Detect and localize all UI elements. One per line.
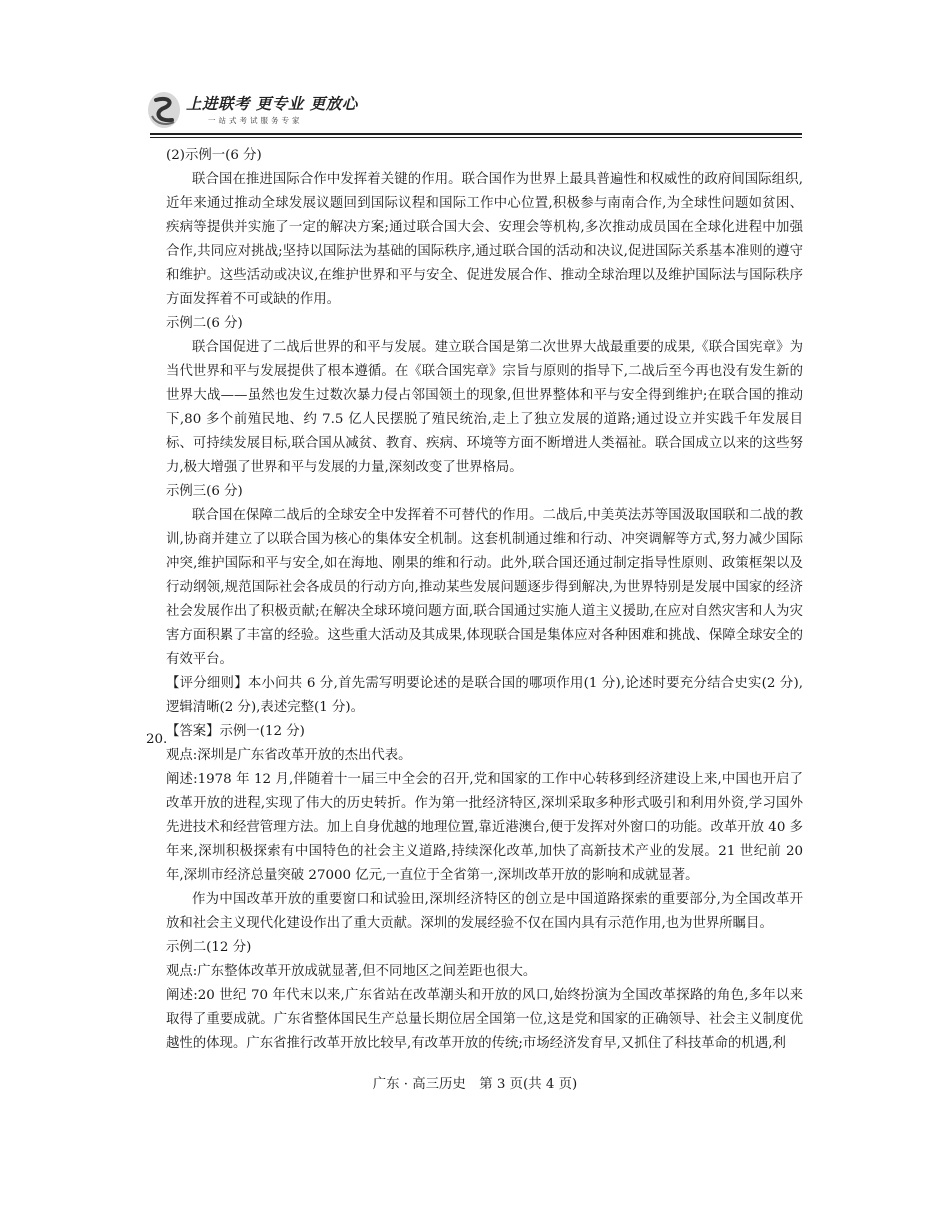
q20-example1-conclusion: 作为中国改革开放的重要窗口和试验田,深圳经济特区的创立是中国道路探索的重要部分,为全国改革开放和社会主义现代化建设作出了重大贡献。深圳的发展经验不仅在国内具有示范作用,也为世界所瞩目。 bbox=[166, 892, 803, 931]
q20-example2-body: 阐述:20 世纪 70 年代末以来,广东省站在改革潮头和开放的风口,始终扮演为全国改革探路的角色,多年以来取得了重要成就。广东省整体国民生产总量长期位居全国第一位,这是党和国家的正确领导、社会主义制度优越性的体现。广东省推行改革开放比较早,有改革开放的传统;市场经济发育早,又抓住了科技革命的机遇,利 bbox=[166, 988, 803, 1051]
header-rule-thin bbox=[150, 137, 802, 138]
header-subslogan: 一站式考试服务专家 bbox=[208, 116, 303, 125]
answer-content bbox=[166, 144, 803, 1056]
header-slogan: 上进联考 更专业 更放心 bbox=[186, 95, 358, 113]
header-rule-thick bbox=[150, 133, 802, 135]
q19-example1-heading: (2)示例一(6 分) bbox=[166, 148, 262, 163]
q19-example3-body: 联合国在保障二战后的全球安全中发挥着不可替代的作用。二战后,中美英法苏等国汲取国联和二战的教训,协商并建立了以联合国为核心的集体安全机制。这套机制通过维和行动、冲突调解等方式,努力减少国际冲突,维护国际和平与安全,如在海地、刚果的维和行动。此外,联合国还通过制定指导性原则、政策框架以及行动纲领,规范国际社会各成员的行动方向,推动某些发展问题逐步得到解决,为世界特别是发展中国家的经济社会发展作出了积极贡献;在解决全球环境问题方面,联合国通过实施人道主义援助,在应对自然灾害和人为灾害方面积累了丰富的经验。这些重大活动及其成果,体现联合国是集体应对各种困难和挑战、保障全球安全的有效平台。 bbox=[166, 508, 803, 667]
q19-scoring-rules: 【评分细则】本小问共 6 分,首先需写明要论述的是联合国的哪项作用(1 分),论述时要充分结合史实(2 分),逻辑清晰(2 分),表述完整(1 分)。 bbox=[166, 676, 803, 715]
q19-example3-heading: 示例三(6 分) bbox=[166, 484, 243, 499]
q19-example2-heading: 示例二(6 分) bbox=[166, 316, 243, 331]
page-footer: 广东 · 高三历史 第 3 页(共 4 页) bbox=[372, 1077, 578, 1092]
q20-example1-viewpoint: 观点:深圳是广东省改革开放的杰出代表。 bbox=[166, 748, 412, 763]
question-number-20: 20. bbox=[146, 732, 168, 747]
q20-example1-heading: 【答案】示例一(12 分) bbox=[166, 724, 305, 739]
page-header bbox=[146, 86, 806, 136]
q20-example2-viewpoint: 观点:广东整体改革开放成就显著,但不同地区之间差距也很大。 bbox=[166, 964, 537, 979]
logo-icon bbox=[146, 90, 182, 130]
q20-example2-heading: 示例二(12 分) bbox=[166, 940, 252, 955]
q20-example1-body: 阐述:1978 年 12 月,伴随着十一届三中全会的召开,党和国家的工作中心转移到经济建设上来,中国也开启了改革开放的进程,实现了伟大的历史转折。作为第一批经济特区,深圳采取多种形式吸引和利用外资,学习国外先进技术和经营管理方法。加上自身优越的地理位置,靠近港澳台,便于发挥对外窗口的功能。改革开放 40 多年来,深圳积极探索有中国特色的社会主义道路,持续深化改革,加快了高新技术产业的发展。21 世纪前 20 年,深圳市经济总量突破 27000 亿元,一直位于全省第一,深圳改革开放的影响和成就显著。 bbox=[166, 772, 803, 883]
q19-example2-body: 联合国促进了二战后世界的和平与发展。建立联合国是第二次世界大战最重要的成果,《联合国宪章》为当代世界和平与发展提供了根本遵循。在《联合国宪章》宗旨与原则的指导下,二战后至今再也没有发生新的世界大战——虽然也发生过数次暴力侵占邻国领土的现象,但世界整体和平与安全得到维护;在联合国的推动下,80 多个前殖民地、约 7.5 亿人民摆脱了殖民统治,走上了独立发展的道路;通过设立并实践千年发展目标、可持续发展目标,联合国从减贫、教育、疾病、环境等方面不断增进人类福祉。联合国成立以来的这些努力,极大增强了世界和平与发展的力量,深刻改变了世界格局。 bbox=[166, 340, 803, 475]
q19-example1-body: 联合国在推进国际合作中发挥着关键的作用。联合国作为世界上最具普遍性和权威性的政府间国际组织,近年来通过推动全球发展议题回到国际议程和国际工作中心位置,积极参与南南合作,为全球性问题如贫困、疾病等提供并实施了一定的解决方案;通过联合国大会、安理会等机构,多次推动成员国在全球化进程中加强合作,共同应对挑战;坚持以国际法为基础的国际秩序,通过联合国的活动和决议,促进国际关系基本准则的遵守和维护。这些活动或决议,在维护世界和平与安全、促进发展合作、推动全球治理以及维护国际法与国际秩序方面发挥着不可或缺的作用。 bbox=[166, 172, 803, 307]
